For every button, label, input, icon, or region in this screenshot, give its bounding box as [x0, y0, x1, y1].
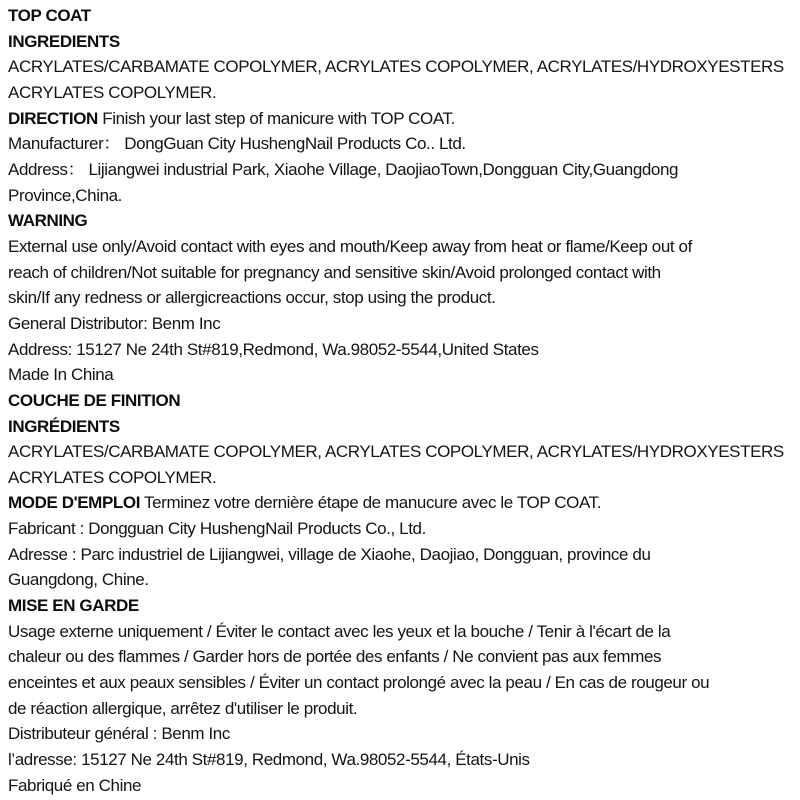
manufacturer-address-fr-line-2 [8, 567, 794, 593]
direction-en [8, 106, 794, 132]
manufacturer-address-en-line-1 [8, 157, 794, 183]
line-text: Made In China [8, 365, 114, 385]
line-text: Fabricant : Dongguan City HushengNail Products Co., Ltd. [8, 519, 426, 539]
warning-en-line-1 [8, 234, 794, 260]
ingredients-heading-fr-text: INGRÉDIENTS [8, 416, 120, 436]
product-name-fr-text: COUCHE DE FINITION [8, 390, 181, 410]
line-text: ACRYLATES/CARBAMATE COPOLYMER, ACRYLATES COPOLYMER, ACRYLATES/HYDROXYESTERS [8, 57, 784, 77]
line-text: Distributeur général : Benm Inc [8, 724, 230, 744]
ingredients-fr-line-1 [8, 439, 794, 465]
distributor-fr [8, 721, 794, 747]
line-text: Address： Lijiangwei industrial Park, Xiaohe Village, DaojiaoTown,Dongguan City,Guangdong [8, 159, 679, 179]
warning-fr-line-2 [8, 644, 794, 670]
line-text: Province,China. [8, 185, 123, 205]
direction-text-en: Finish your last step of manicure with TOP COAT. [97, 108, 455, 128]
warning-fr-line-3 [8, 670, 794, 696]
product-name-en-text: TOP COAT [8, 6, 91, 25]
line-text: Guangdong, Chine. [8, 570, 149, 590]
ingredients-heading-en-text: INGREDIENTS [8, 31, 120, 51]
warning-en-line-3 [8, 285, 794, 311]
ingredients-en-line-2 [8, 80, 794, 106]
ingredients-heading-en [8, 29, 794, 55]
warning-heading-en-text: WARNING [8, 211, 88, 231]
warning-fr-line-1 [8, 619, 794, 645]
line-text: Fabriqué en Chine [8, 775, 142, 795]
line-text: l’adresse: 15127 Ne 24th St#819, Redmond, Wa.98052-5544, États-Unis [8, 750, 530, 770]
line-text: Usage externe uniquement / Éviter le contact avec les yeux et la bouche / Tenir à l'écart de la [8, 621, 671, 641]
product-name-fr [8, 388, 794, 414]
distributor-address-en [8, 337, 794, 363]
line-text: General Distributor: Benm Inc [8, 313, 221, 333]
warning-heading-en [8, 208, 794, 234]
manufacturer-fr [8, 516, 794, 542]
line-text: reach of children/Not suitable for pregnancy and sensitive skin/Avoid prolonged contact with [8, 262, 661, 282]
line-text: ACRYLATES/CARBAMATE COPOLYMER, ACRYLATES COPOLYMER, ACRYLATES/HYDROXYESTERS [8, 442, 784, 462]
product-name-en [8, 3, 794, 29]
made-in-en [8, 362, 794, 388]
ingredients-en-line-1 [8, 54, 794, 80]
warning-heading-fr [8, 593, 794, 619]
line-text: Adresse : Parc industriel de Lijiangwei, village de Xiaohe, Daojiao, Dongguan, province du [8, 544, 651, 564]
warning-heading-fr-text: MISE EN GARDE [8, 596, 139, 616]
manufacturer-en [8, 131, 794, 157]
line-text: Address: 15127 Ne 24th St#819,Redmond, Wa.98052-5544,United States [8, 339, 539, 359]
direction-heading-en: DIRECTION [8, 108, 98, 128]
line-text: skin/If any redness or allergicreactions occur, stop using the product. [8, 288, 496, 308]
manufacturer-address-en-line-2 [8, 183, 794, 209]
line-text: External use only/Avoid contact with eyes and mouth/Keep away from heat or flame/Keep out of [8, 236, 692, 256]
line-text: Manufacturer： DongGuan City HushengNail Products Co.. Ltd. [8, 134, 466, 154]
line-text: enceintes et aux peaux sensibles / Éviter un contact prolongé avec la peau / En cas de rougeur ou [8, 673, 710, 693]
ingredients-heading-fr [8, 414, 794, 440]
direction-fr [8, 490, 794, 516]
manufacturer-address-fr-line-1 [8, 542, 794, 568]
distributor-address-fr [8, 747, 794, 773]
distributor-en [8, 311, 794, 337]
warning-fr-line-4 [8, 696, 794, 722]
line-text: ACRYLATES COPOLYMER. [8, 82, 217, 102]
line-text: ACRYLATES COPOLYMER. [8, 467, 217, 487]
made-in-fr [8, 773, 794, 799]
ingredients-fr-line-2 [8, 465, 794, 491]
line-text: de réaction allergique, arrêtez d'utiliser le produit. [8, 698, 358, 718]
line-text: chaleur ou des flammes / Garder hors de portée des enfants / Ne convient pas aux femmes [8, 647, 662, 667]
warning-en-line-2 [8, 260, 794, 286]
direction-text-fr: Terminez votre dernière étape de manucure avec le TOP COAT. [140, 493, 602, 513]
direction-heading-fr: MODE D'EMPLOI [8, 493, 141, 513]
